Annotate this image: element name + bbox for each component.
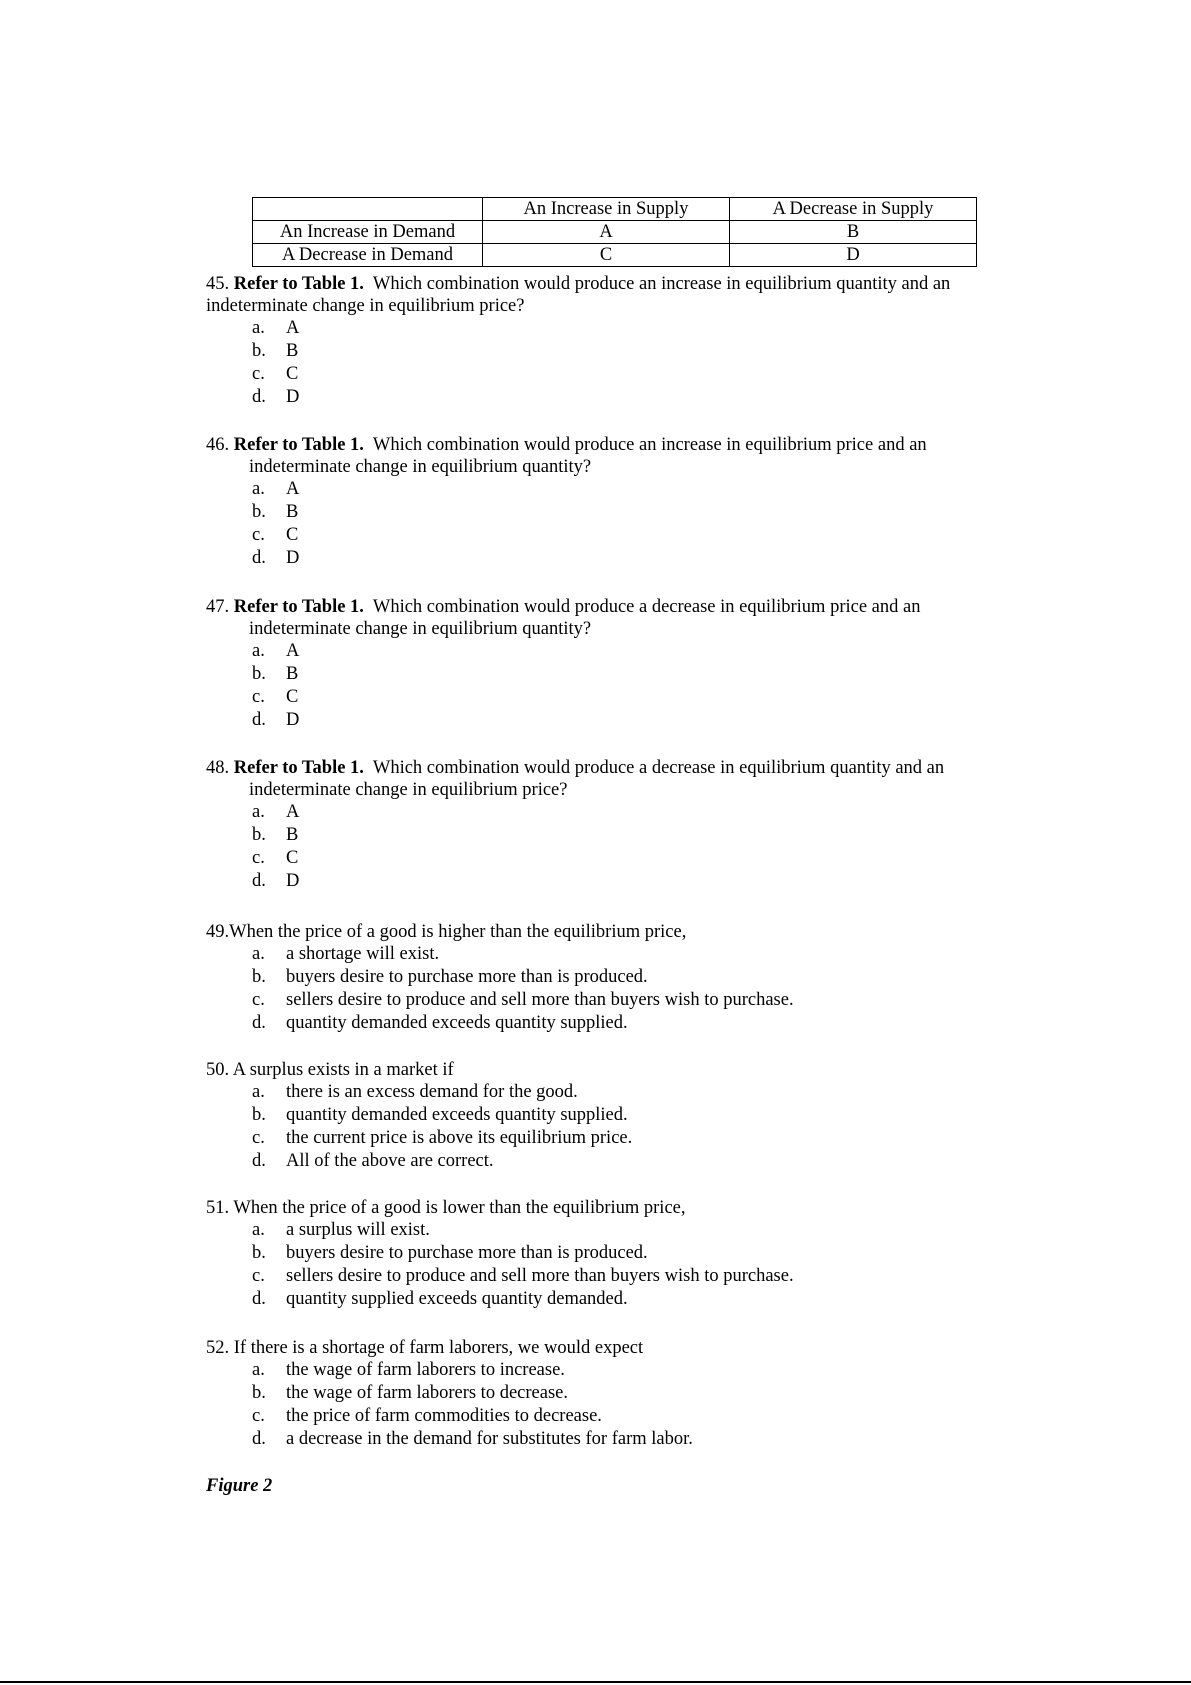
option-text: quantity demanded exceeds quantity supplied. (286, 1105, 628, 1125)
option-letter: c. (252, 687, 265, 707)
option-text: buyers desire to purchase more than is produced. (286, 1243, 648, 1263)
answer-option[interactable] (206, 709, 1026, 732)
answer-options (206, 801, 1026, 893)
answer-option[interactable] (206, 1428, 1026, 1451)
question-stem (206, 273, 1026, 317)
table-header-row (253, 198, 977, 221)
answer-option[interactable] (206, 1405, 1026, 1428)
question-text: Which combination would produce a decrease in equilibrium price and an indeterminate change in equilibrium quantity? (249, 597, 921, 639)
option-letter: b. (252, 825, 266, 845)
option-text: there is an excess demand for the good. (286, 1082, 578, 1102)
answer-options (206, 317, 1026, 409)
option-letter: b. (252, 1383, 266, 1403)
answer-option[interactable] (206, 524, 1026, 547)
option-letter: c. (252, 364, 265, 384)
question-51 (206, 1197, 1026, 1311)
answer-option[interactable] (206, 663, 1026, 686)
question-stem (206, 1059, 1026, 1081)
table-header-cell: An Increase in Supply (483, 198, 730, 221)
answer-option[interactable] (206, 340, 1026, 363)
option-letter: c. (252, 1266, 265, 1286)
answer-option[interactable] (206, 1012, 1026, 1035)
question-46 (206, 434, 1026, 570)
option-text: B (286, 502, 299, 522)
answer-options (206, 943, 1026, 1035)
question-stem (206, 434, 1026, 478)
question-47 (206, 596, 1026, 732)
question-number: 46. (206, 435, 230, 455)
option-text: A (286, 318, 300, 338)
option-letter: b. (252, 502, 266, 522)
option-text: sellers desire to produce and sell more than buyers wish to purchase. (286, 990, 794, 1010)
option-text: D (286, 710, 300, 730)
question-number: 49. (206, 922, 230, 942)
question-text: If there is a shortage of farm laborers, we would expect (233, 1338, 644, 1358)
answer-option[interactable] (206, 966, 1026, 989)
question-stem (206, 596, 1026, 640)
question-49 (206, 921, 1026, 1035)
table-cell (253, 198, 483, 221)
answer-option[interactable] (206, 801, 1026, 824)
answer-option[interactable] (206, 847, 1026, 870)
option-text: B (286, 825, 299, 845)
answer-option[interactable] (206, 1288, 1026, 1311)
option-text: B (286, 341, 299, 361)
answer-option[interactable] (206, 943, 1026, 966)
answer-option[interactable] (206, 640, 1026, 663)
question-48 (206, 757, 1026, 893)
question-stem (206, 921, 1026, 943)
option-letter: d. (252, 1289, 266, 1309)
option-text: a shortage will exist. (286, 944, 440, 964)
answer-option[interactable] (206, 824, 1026, 847)
option-letter: b. (252, 341, 266, 361)
option-letter: c. (252, 1128, 265, 1148)
option-letter: a. (252, 318, 265, 338)
option-text: B (286, 664, 299, 684)
answer-options (206, 1359, 1026, 1451)
question-lead: Refer to Table 1. (233, 758, 364, 778)
question-number: 51. (206, 1198, 230, 1218)
option-letter: b. (252, 967, 266, 987)
option-letter: c. (252, 990, 265, 1010)
question-lead: Refer to Table 1. (233, 435, 364, 455)
answer-options (206, 640, 1026, 732)
option-letter: b. (252, 1105, 266, 1125)
option-letter: a. (252, 1360, 265, 1380)
answer-option[interactable] (206, 1382, 1026, 1405)
table-header-cell: A Decrease in Supply (730, 198, 977, 221)
answer-option[interactable] (206, 478, 1026, 501)
option-letter: d. (252, 548, 266, 568)
answer-option[interactable] (206, 317, 1026, 340)
table-row (253, 244, 977, 267)
answer-options (206, 1081, 1026, 1173)
answer-option[interactable] (206, 1127, 1026, 1150)
supply-demand-table (252, 197, 977, 267)
option-text: D (286, 871, 300, 891)
page-bottom-rule (0, 1681, 1191, 1683)
option-letter: a. (252, 641, 265, 661)
question-text: Which combination would produce an increase in equilibrium quantity and an indeterminate change in equilibrium price? (206, 274, 951, 316)
answer-option[interactable] (206, 686, 1026, 709)
answer-option[interactable] (206, 1219, 1026, 1242)
answer-option[interactable] (206, 1242, 1026, 1265)
table-row-header-cell: A Decrease in Demand (253, 244, 483, 267)
answer-option[interactable] (206, 363, 1026, 386)
option-text: C (286, 364, 299, 384)
question-lead: Refer to Table 1. (233, 274, 364, 294)
table-row-header-cell: An Increase in Demand (253, 221, 483, 244)
option-text: a decrease in the demand for substitutes for farm labor. (286, 1429, 693, 1449)
question-text: When the price of a good is lower than the equilibrium price, (233, 1198, 686, 1218)
answer-option[interactable] (206, 989, 1026, 1012)
option-text: A (286, 641, 300, 661)
option-letter: a. (252, 1082, 265, 1102)
option-letter: d. (252, 387, 266, 407)
answer-option[interactable] (206, 1359, 1026, 1382)
option-text: A (286, 479, 300, 499)
question-number: 45. (206, 274, 230, 294)
option-text: quantity demanded exceeds quantity supplied. (286, 1013, 628, 1033)
option-text: All of the above are correct. (286, 1151, 494, 1171)
table-row (253, 221, 977, 244)
answer-option[interactable] (206, 501, 1026, 524)
option-letter: c. (252, 1406, 265, 1426)
option-text: a surplus will exist. (286, 1220, 430, 1240)
answer-option[interactable] (206, 386, 1026, 409)
question-text: Which combination would produce a decrease in equilibrium quantity and an indeterminate change in equilibrium price? (249, 758, 945, 800)
question-stem (206, 757, 1026, 801)
question-text: Which combination would produce an increase in equilibrium price and an indeterminate change in equilibrium quantity? (249, 435, 927, 477)
question-stem (206, 1337, 1026, 1359)
question-number: 47. (206, 597, 230, 617)
answer-option[interactable] (206, 1150, 1026, 1173)
option-letter: b. (252, 664, 266, 684)
option-text: quantity supplied exceeds quantity demanded. (286, 1289, 628, 1309)
option-letter: a. (252, 1220, 265, 1240)
option-text: the wage of farm laborers to increase. (286, 1360, 565, 1380)
option-text: C (286, 848, 299, 868)
option-letter: d. (252, 1013, 266, 1033)
option-letter: a. (252, 479, 265, 499)
option-text: C (286, 687, 299, 707)
option-letter: c. (252, 525, 265, 545)
question-lead: Refer to Table 1. (233, 597, 364, 617)
option-letter: b. (252, 1243, 266, 1263)
table-cell: B (730, 221, 977, 244)
figure-label: Figure 2 (206, 1476, 273, 1496)
option-text: D (286, 548, 300, 568)
option-text: sellers desire to produce and sell more than buyers wish to purchase. (286, 1266, 794, 1286)
option-letter: d. (252, 1429, 266, 1449)
option-text: buyers desire to purchase more than is produced. (286, 967, 648, 987)
option-text: the current price is above its equilibrium price. (286, 1128, 633, 1148)
answer-options (206, 478, 1026, 570)
question-45 (206, 273, 1026, 409)
answer-options (206, 1219, 1026, 1311)
question-stem (206, 1197, 1026, 1219)
answer-option[interactable] (206, 547, 1026, 570)
question-50 (206, 1059, 1026, 1173)
answer-option[interactable] (206, 1081, 1026, 1104)
question-52 (206, 1337, 1026, 1451)
option-letter: d. (252, 1151, 266, 1171)
question-number: 48. (206, 758, 230, 778)
table-cell: A (483, 221, 730, 244)
answer-option[interactable] (206, 1104, 1026, 1127)
question-number: 50. (206, 1060, 230, 1080)
option-text: C (286, 525, 299, 545)
option-text: the price of farm commodities to decrease. (286, 1406, 602, 1426)
answer-option[interactable] (206, 1265, 1026, 1288)
option-letter: c. (252, 848, 265, 868)
option-letter: d. (252, 871, 266, 891)
question-number: 52. (206, 1338, 230, 1358)
option-letter: d. (252, 710, 266, 730)
option-letter: a. (252, 944, 265, 964)
question-text: A surplus exists in a market if (232, 1060, 454, 1080)
answer-option[interactable] (206, 870, 1026, 893)
option-text: D (286, 387, 300, 407)
option-text: A (286, 802, 300, 822)
option-letter: a. (252, 802, 265, 822)
question-text: When the price of a good is higher than the equilibrium price, (229, 922, 687, 942)
table-cell: C (483, 244, 730, 267)
option-text: the wage of farm laborers to decrease. (286, 1383, 568, 1403)
table-cell: D (730, 244, 977, 267)
